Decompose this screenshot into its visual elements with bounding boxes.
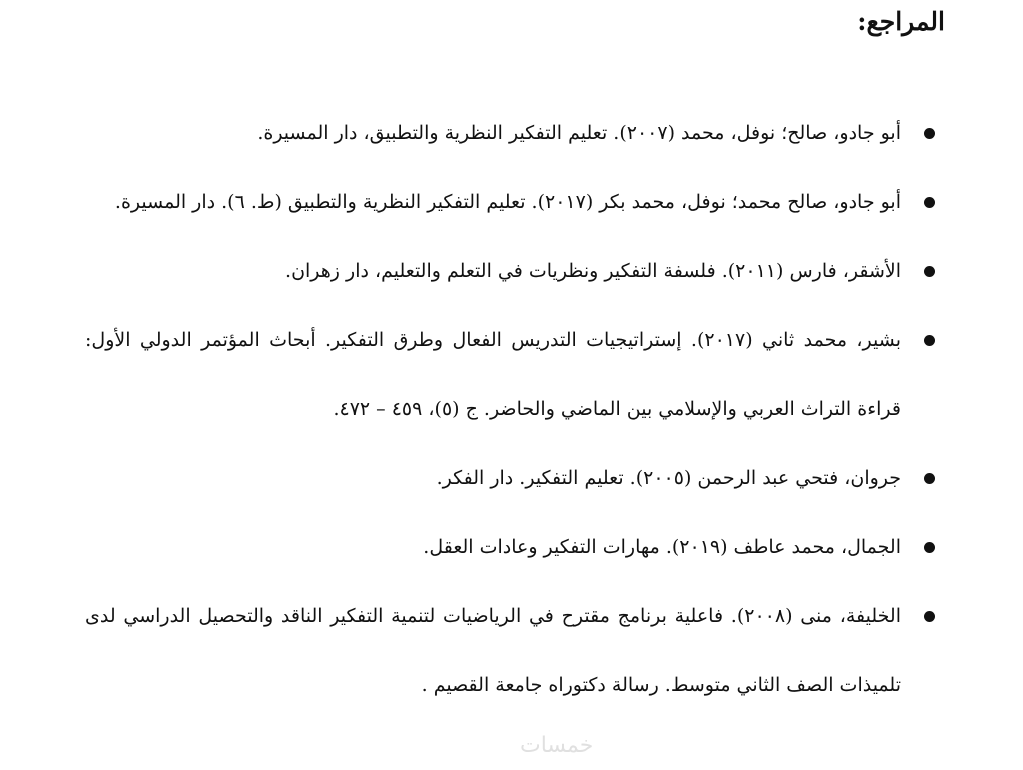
bullet-icon	[924, 473, 935, 484]
watermark: خمسات	[520, 733, 594, 758]
reference-text: بشير، محمد ثاني (٢٠١٧). إستراتيجيات التدريس الفعال وطرق التفكير. أبحاث المؤتمر الدولي الأول: قراءة التراث العربي والإسلامي بين الماضي والحاضر. ج (٥)، ٤٥٩ – ٤٧٢.	[85, 329, 901, 420]
reference-text: جروان، فتحي عبد الرحمن (٢٠٠٥). تعليم التفكير. دار الفكر.	[436, 467, 901, 489]
reference-text: الجمال، محمد عاطف (٢٠١٩). مهارات التفكير وعادات العقل.	[423, 536, 901, 558]
reference-item	[85, 237, 935, 306]
bullet-icon	[924, 611, 935, 622]
reference-item	[85, 306, 935, 444]
reference-text: الخليفة، منى (٢٠٠٨). فاعلية برنامج مقترح في الرياضيات لتنمية التفكير الناقد والتحصيل الدراسي لدى تلميذات الصف الثاني متوسط. رسالة دكتوراه جامعة القصيم .	[85, 605, 901, 696]
bullet-icon	[924, 128, 935, 139]
reference-text: الأشقر، فارس (٢٠١١). فلسفة التفكير ونظريات في التعلم والتعليم، دار زهران.	[285, 260, 901, 282]
bullet-icon	[924, 266, 935, 277]
reference-item	[85, 513, 935, 582]
bullet-icon	[924, 335, 935, 346]
references-heading: المراجع:	[857, 7, 945, 36]
reference-item	[85, 444, 935, 513]
reference-item	[85, 582, 935, 720]
bullet-icon	[924, 197, 935, 208]
reference-text: أبو جادو، صالح محمد؛ نوفل، محمد بكر (٢٠١٧). تعليم التفكير النظرية والتطبيق (ط. ٦). دار المسيرة.	[114, 191, 901, 213]
reference-item	[85, 99, 935, 168]
references-list	[85, 99, 935, 720]
reference-item	[85, 168, 935, 237]
bullet-icon	[924, 542, 935, 553]
reference-text: أبو جادو، صالح؛ نوفل، محمد (٢٠٠٧). تعليم التفكير النظرية والتطبيق، دار المسيرة.	[257, 122, 901, 144]
